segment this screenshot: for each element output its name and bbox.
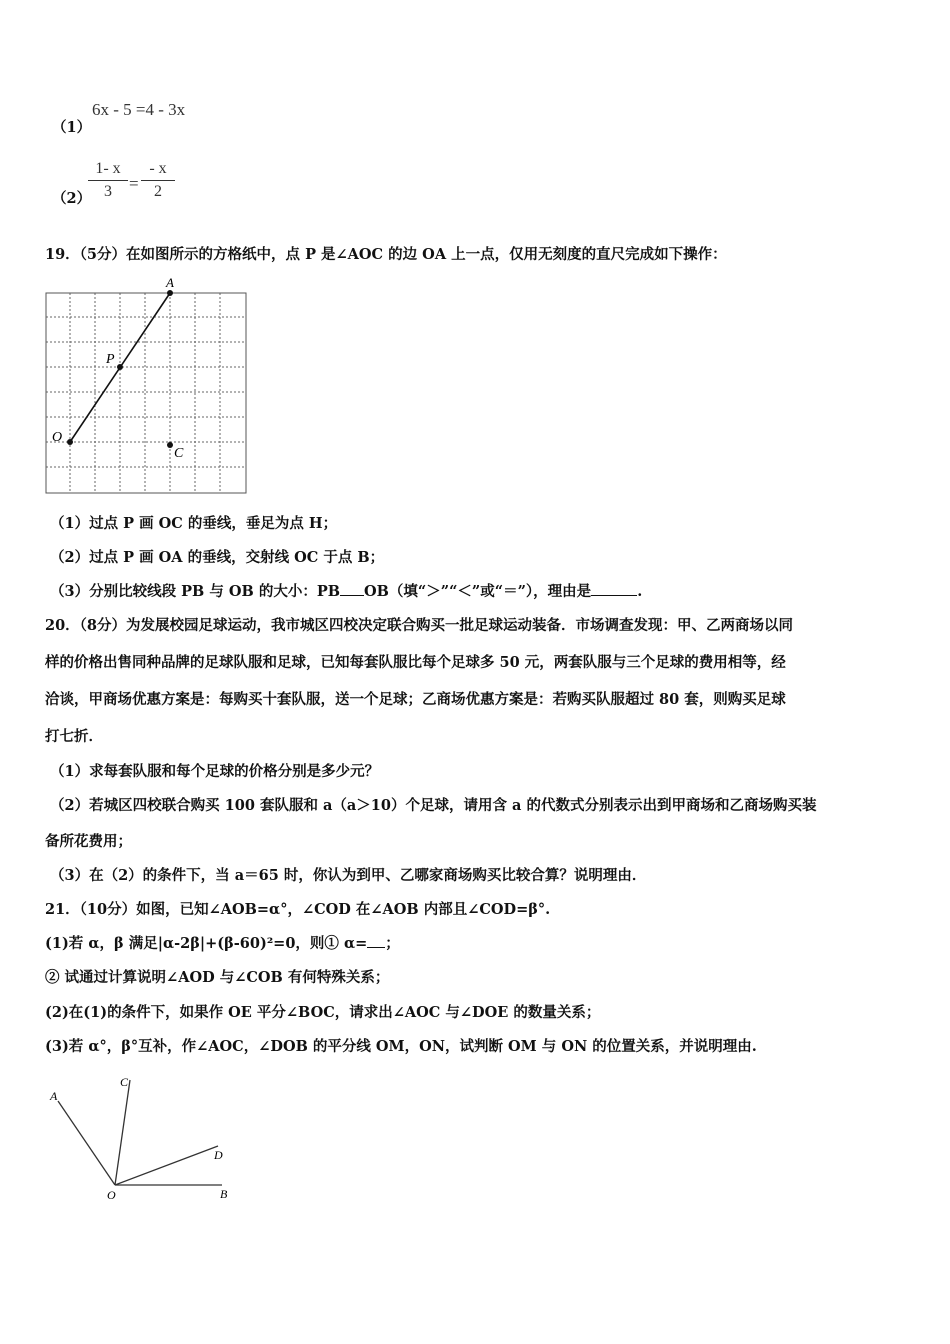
- q19-label-O: O: [52, 430, 63, 445]
- q19-answer-blank-1: [340, 595, 364, 596]
- q20-item-2: （2）若城区四校联合购买 100 套队服和 a（a＞10）个足球，请用含 a 的代数式分别表示出到甲商场和乙商场购买装: [50, 797, 817, 814]
- q18-equals-sign: =: [129, 174, 139, 193]
- q18-fraction-left: [88, 160, 128, 201]
- q21-label-O: O: [107, 1188, 116, 1202]
- q19-point-P: [117, 364, 123, 370]
- q21-item-3: (3)若 α°，β°互补，作∠AOC，∠DOB 的平分线 OM，ON，试判断 OM 与 ON 的位置关系，并说明理由.: [45, 1038, 757, 1055]
- q18-fraction-right-denominator: 2: [154, 183, 162, 200]
- q18-equation-1: 6x - 5 =4 - 3x: [92, 100, 186, 119]
- q21-answer-blank: [367, 947, 385, 948]
- q19-grid: [46, 293, 246, 493]
- q19-point-C: [167, 442, 173, 448]
- q19-grid-figure: [40, 275, 255, 500]
- q18-fraction-right-numerator: - x: [149, 160, 167, 177]
- q19-stem: 19．（5分）在如图所示的方格纸中，点 P 是∠AOC 的边 OA 上一点，仅用无刻度的直尺完成如下操作：: [45, 246, 727, 263]
- q21-label-A: A: [50, 1089, 58, 1103]
- q21-label-D: D: [214, 1148, 223, 1162]
- q20-item-1: （1）求每套队服和每个足球的价格分别是多少元？: [50, 763, 380, 780]
- q19-item-3: [50, 582, 642, 602]
- q18-fraction-right: [141, 160, 175, 201]
- q19-point-A: [167, 290, 173, 296]
- q21-item-1-part-a: (1)若 α，β 满足|α-2β|+(β-60)²=0，则① α=: [45, 935, 368, 952]
- q19-label-C: C: [174, 446, 184, 461]
- q21-ray-OA: [58, 1101, 115, 1185]
- q18-part1-label: （1）: [52, 119, 92, 136]
- q19-grid-border: [46, 293, 246, 493]
- q19-item-3-part-a: （3）分别比较线段 PB 与 OB 的大小：PB: [50, 583, 340, 600]
- q21-item-1-2: ② 试通过计算说明∠AOD 与∠COB 有何特殊关系；: [45, 969, 390, 986]
- q19-answer-blank-2: [591, 595, 637, 596]
- q21-label-C: C: [120, 1075, 129, 1089]
- q20-line-2: 样的价格出售同种品牌的足球队服和足球，已知每套队服比每个足球多 50 元，两套队服与三个足球的费用相等，经: [45, 654, 786, 671]
- q21-label-B: B: [220, 1187, 228, 1201]
- q20-line-4: 打七折．: [45, 728, 103, 745]
- q18-fraction-left-denominator: 3: [104, 183, 112, 200]
- q20-item-3: （3）在（2）的条件下，当 a＝65 时，你认为到甲、乙哪家商场购买比较合算？说明理由．: [50, 867, 647, 884]
- q18-part2-label: （2）: [52, 190, 92, 207]
- q18-fraction-left-numerator: 1- x: [95, 160, 121, 177]
- q19-item-3-part-b: OB（填“＞”“＜”或“＝”），理由是: [364, 583, 592, 600]
- q21-ray-OC: [115, 1080, 130, 1185]
- q19-item-2: （2）过点 P 画 OA 的垂线，交射线 OC 于点 B；: [50, 549, 385, 566]
- q21-item-1-part-b: ；: [385, 935, 400, 952]
- q19-point-O: [67, 439, 73, 445]
- q20-line-1: 20．（8分）为发展校园足球运动，我市城区四校决定联合购买一批足球运动装备．市场调查发现：甲、乙两商场以同: [45, 617, 794, 634]
- q19-label-P: P: [106, 352, 115, 367]
- q21-item-2: (2)在(1)的条件下，如果作 OE 平分∠BOC，请求出∠AOC 与∠DOE 的数量关系；: [45, 1004, 601, 1021]
- q21-item-1: [45, 934, 400, 954]
- q21-angle-figure: [40, 1068, 250, 1208]
- q20-line-3: 洽谈，甲商场优惠方案是：每购买十套队服，送一个足球；乙商场优惠方案是：若购买队服超过 80 套，则购买足球: [45, 691, 786, 708]
- q21-stem: 21．（10分）如图，已知∠AOB=α°，∠COD 在∠AOB 内部且∠COD=β°.: [45, 901, 551, 918]
- q19-label-A: A: [166, 275, 174, 290]
- q20-item-2-cont: 备所花费用；: [45, 833, 132, 850]
- q21-ray-OD: [115, 1146, 218, 1185]
- q19-item-3-part-c: .: [637, 583, 643, 600]
- q19-item-1: （1）过点 P 画 OC 的垂线，垂足为点 H；: [50, 515, 338, 532]
